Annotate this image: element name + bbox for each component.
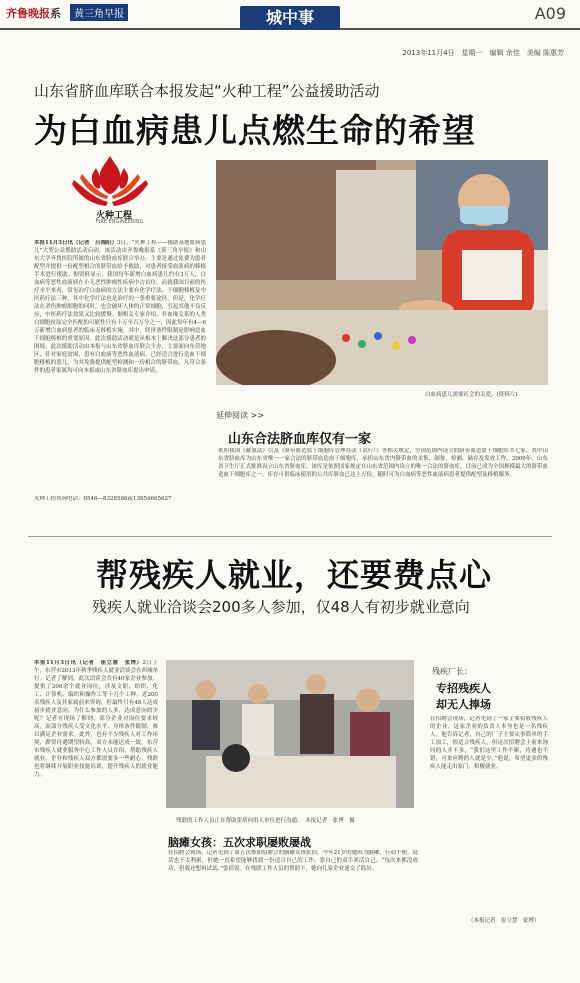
article1-byline: 本报11月3日讯（记者 吕湘阳）	[34, 240, 118, 246]
article1-hotline: 火种工程咨询电话：0546—8328586或13854665627	[34, 496, 172, 502]
page-number: A09	[534, 4, 566, 23]
box-body: 在招聘会现场，记者见到了一家主要招收残疾人的企业，这家企业的负责人本身也是一名残疾人。他告诉记者，自己的厂子主要从事简单的手工加工，很适合残疾人，但这次招聘会上前来询问的人并不多。“我们这里工作不累，待遇也不错，可来应聘的人就是少。”他说，希望更多的残疾人能走出家门，积极就业。	[430, 716, 548, 770]
paper-name: 齐鲁晚报	[6, 7, 50, 20]
section-logo: 黄三角早报	[70, 4, 128, 21]
article2-body-text: 2日上午，东营市2013年秋季残疾人就业洽谈会在西城举行。记者了解到，此次洽谈会共有40家企业参加，提供了200余个就业岗位，涉及文职、纺织、化工、计算机、编织和操作工等十几个工种，近200名残疾人及其家属前来咨询，但最终只有48人达成初步就业意向。为什么参加的人多，达成意向的少呢？记者在现场了解到，部分企业对岗位要求较高，而部分残疾人受文化水平、身体条件限制，难以满足企业需求。此外，也有不少残疾人对工作环境、薪资待遇期望较高，双方未能达成一致。东营市残疾人就业服务中心工作人员介绍，帮助残疾人就业，企业和残疾人双方都需要多一些耐心，残联也将继续开展职业技能培训，提升残疾人的就业能力。	[34, 660, 158, 778]
paper-logo	[6, 5, 61, 21]
article2-photo	[166, 660, 414, 808]
box-title-line1: 专招残疾人	[436, 682, 491, 695]
sidebar-body: 依照我国《献血法》以及《脐带血造血干细胞库管理办法（试行）》等相关规定，全国范围内设立的脐带血造血干细胞库共七家，其中山东省脐血库为山东省唯一一家合法的脐带血造血干细胞库，承担山东省内脐带血的采集、制备、检测、储存及发放工作。2009年，山东省卫生厅正式批准设立山东省脐血库，该库是依照国家规定在山东省范围内设立的唯一合法的脐血库，目前已成为全国规模最大的脐带血造血干细胞库之一，库存可供临床使用的公共库脐血已达上万份，随时可为白血病等恶性血液病患者提供配型及移植服务。	[218, 448, 548, 478]
article2-byline: 本报11月3日讯（记者 崔立慧 张博）	[34, 660, 143, 666]
section-divider	[28, 536, 552, 537]
logo-subtitle: FIRE ENGINEERING	[96, 219, 144, 225]
article1-title: 为白血病患儿点燃生命的希望	[34, 111, 476, 150]
box-credit: （本报记者 崔立慧 张博）	[468, 918, 540, 924]
logo-name: 火种工程	[96, 211, 133, 221]
section-tab: 城中事	[240, 6, 340, 30]
paper-series: 系	[50, 7, 61, 20]
article2-subbody: 在招聘会现场，记者见到了第五次参加招聘会的脑瘫女孩张倩，今年21岁的她因为脑瘫，行动不便，说话也不太利索，但她一直希望能够找到一份适合自己的工作，靠自己的双手养活自己。“每次来都没成功，但我还想再试试。”张倩说。在残联工作人员的帮助下，她向几家企业递交了简历。	[168, 850, 418, 872]
article2-caption: 残联的工作人员正在帮助张倩向用人单位进行沟通。 本报记者 张博 摄	[176, 818, 355, 824]
article1-photo	[216, 160, 548, 385]
sidebar-title: 山东合法脐血库仅有一家	[228, 432, 372, 447]
article1-body	[34, 240, 206, 490]
article1-body-text: 3日，“火种工程——援助基地血病患儿”大型公益援助活动启动，该活动由齐鲁晚报系《黄三角早报》和山东大学齐鲁医院所属的山东省脐血库联合举办，主要是通过免费为患者配型并提供一份配型相合的脐带血给予救助，对患者接受血液病的移植手术进行援助。据资料显示，我国每年新增白血病患儿约有3万人，白血病等恶性血液病在小儿恶性肿瘤性疾病中占首位，而就我国目前的医疗水平来看，常见治疗白血病的方法主要有化学疗法、干细胞移植及中医药疗法三种，其中化学疗法也是治疗的一条重要途径，但是，化学疗法在杀伤肿瘤细胞的同时，也会破坏人体的正常细胞，引起其他不良反应，中医药疗法效果又比较缓慢。据相关专家介绍，非血缘关系的人类白细胞抗原完全匹配的可能性只有十万至百万分之一，因此每年有4—6万新增白血病患者的临床无移植实施。其中，经济条件限制是影响造血干细胞移植的重要原因。此次援助活动就是从根本上解决这部分患者的困境。此次援助活动由本报与山东省脐血库联合主办，主要面向东营地区，针对家庭贫困、患有白血病等恶性血液病、已经适合进行造血干细胞移植的患儿，为其免费提供配型检测和一份相合的脐带血。凡符合条件的患者家属均可向本报或山东省脐血库提出申请。	[34, 240, 206, 374]
article2-subtitle: 残疾人就业洽谈会200多人参加，仅48人有初步就业意向	[92, 598, 470, 616]
article1-caption: 白血病患儿需要社会的关爱。(资料片)	[425, 392, 518, 398]
article1-kicker: 山东省脐血库联合本报发起“火种工程”公益援助活动	[34, 82, 380, 100]
sidebar-kicker: 延伸阅读 >>	[216, 411, 264, 420]
dateline: 2013年11月4日 星期一 编辑 余佳 美编 陈惠芳	[402, 49, 564, 57]
article2-subhead: 脑瘫女孩：五次求职屡败屡战	[168, 836, 311, 849]
article2-title: 帮残疾人就业，还要费点心	[96, 556, 493, 594]
box-kicker: 残疾厂长：	[432, 667, 472, 676]
box-title-line2: 却无人捧场	[436, 698, 491, 711]
article2-body	[34, 660, 158, 930]
